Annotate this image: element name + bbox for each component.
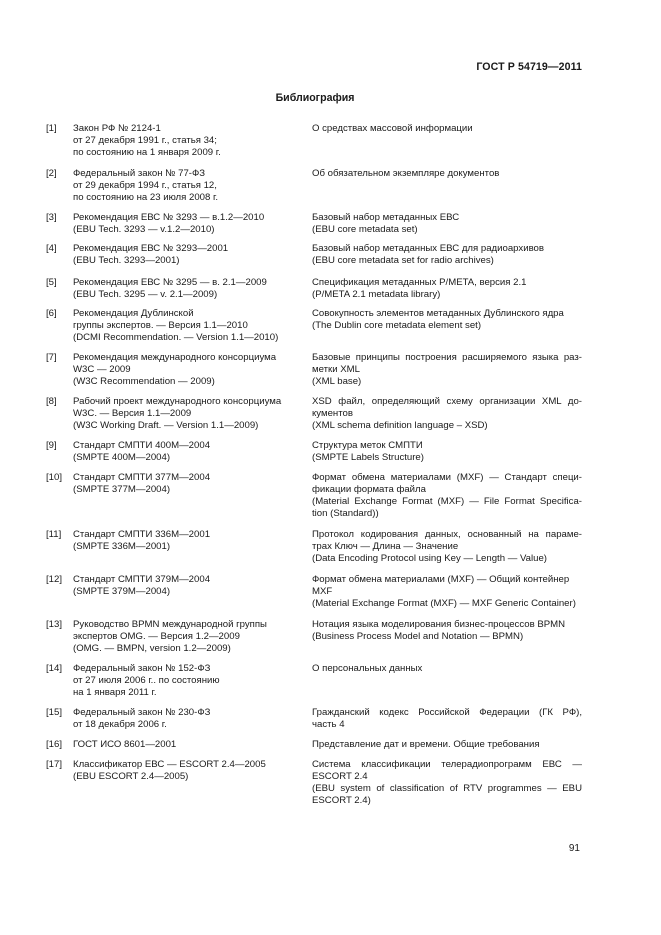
reference-source (73, 472, 303, 496)
reference-title-line: Формат обмена материалами (MXF) — Общий контейнер (312, 574, 570, 585)
reference-source-line: по состоянию на 1 января 2009 г. (73, 147, 221, 158)
reference-title (312, 739, 582, 751)
reference-title-line: часть 4 (312, 719, 345, 730)
reference-source (73, 168, 303, 204)
reference-title-line: tion (Standard)) (312, 508, 379, 519)
reference-title-line: XSD файл, определяющий схему организации XML до- (312, 396, 582, 407)
reference-title-line: (Data Encoding Protocol using Key — Length — Value) (312, 553, 547, 564)
reference-source (73, 529, 303, 553)
reference-source-line: (W3C Working Draft. — Version 1.1—2009) (73, 420, 259, 431)
reference-source-line: от 27 июля 2006 г.. по состоянию (73, 675, 220, 686)
reference-title (312, 707, 582, 731)
page-number: 91 (568, 843, 580, 854)
reference-title (312, 277, 582, 301)
reference-source (73, 396, 303, 432)
reference-source-line: Руководство BPMN международной группы (73, 619, 267, 630)
reference-source (73, 663, 303, 699)
reference-source (73, 739, 303, 751)
reference-title (312, 529, 582, 565)
reference-title-line: Совокупность элементов метаданных Дублинского ядра (312, 308, 564, 319)
reference-source-line: Федеральный закон № 152-ФЗ (73, 663, 211, 674)
reference-source-line: (EBU Tech. 3293 — v.1.2—2010) (73, 224, 215, 235)
reference-source-line: Закон РФ № 2124-1 (73, 123, 161, 134)
reference-source (73, 352, 303, 388)
reference-title (312, 759, 582, 807)
reference-source-line: от 29 декабря 1994 г., статья 12, (73, 180, 217, 191)
reference-title-line: (Material Exchange Format (MXF) — MXF Generic Container) (312, 598, 576, 609)
reference-source-line: Рекомендация Дублинской (73, 308, 194, 319)
reference-number: [13] (46, 619, 63, 630)
reference-title-line: (XML base) (312, 376, 362, 387)
reference-title-line: Система классификации телерадиопрограмм ЕВС — (312, 759, 582, 770)
reference-title-line: (Business Process Model and Notation — BPMN) (312, 631, 524, 642)
reference-title-line: Представление дат и времени. Общие требования (312, 739, 540, 750)
reference-title-line: (EBU core metadata set for radio archives) (312, 255, 494, 266)
reference-source-line: (W3C Recommendation — 2009) (73, 376, 215, 387)
reference-number: [6] (46, 308, 57, 319)
reference-title (312, 396, 582, 432)
reference-source-line: от 27 декабря 1991 г., статья 34; (73, 135, 217, 146)
reference-number: [2] (46, 168, 57, 179)
reference-source-line: Стандарт СМПТИ 379М—2004 (73, 574, 211, 585)
reference-source-line: Федеральный закон № 77-ФЗ (73, 168, 206, 179)
reference-source-line: (OMG. — BMPN, version 1.2—2009) (73, 643, 231, 654)
reference-title-line: метки XML (312, 364, 360, 375)
reference-source-line: (SMPTE 336M—2001) (73, 541, 171, 552)
reference-number: [5] (46, 277, 57, 288)
reference-title (312, 212, 582, 236)
reference-source-line: Стандарт СМПТИ 400М—2004 (73, 440, 211, 451)
reference-source-line: Стандарт СМПТИ 377М—2004 (73, 472, 211, 483)
reference-number: [8] (46, 396, 57, 407)
reference-title (312, 574, 582, 610)
reference-title-line: (XML schema definition language – XSD) (312, 420, 488, 431)
reference-source-line: группы экспертов. — Версия 1.1—2010 (73, 320, 248, 331)
reference-title (312, 472, 582, 520)
reference-source-line: Федеральный закон № 230-ФЗ (73, 707, 211, 718)
reference-title-line: Об обязательном экземпляре документов (312, 168, 500, 179)
reference-source-line: (SMPTE 400M—2004) (73, 452, 171, 463)
reference-title-line: О персональных данных (312, 663, 423, 674)
reference-source-line: Рабочий проект международного консорциума (73, 396, 282, 407)
reference-title-line: Базовый набор метаданных ЕВС для радиоархивов (312, 243, 544, 254)
reference-source (73, 277, 303, 301)
reference-source-line: Рекомендация ЕВС № 3293—2001 (73, 243, 229, 254)
reference-source (73, 308, 303, 344)
reference-source-line: Рекомендация ЕВС № 3295 — в. 2.1—2009 (73, 277, 267, 288)
reference-source (73, 574, 303, 598)
reference-source-line: экспертов OMG. — Версия 1.2—2009 (73, 631, 240, 642)
reference-title-line: (EBU core metadata set) (312, 224, 418, 235)
reference-source (73, 243, 303, 267)
reference-title-line: Гражданский кодекс Российской Федерации (ГК РФ), (312, 707, 582, 718)
reference-title-line: Нотация языка моделирования бизнес-процессов BPMN (312, 619, 566, 630)
reference-source-line: Классификатор ЕВС — ESCORT 2.4—2005 (73, 759, 266, 770)
reference-source-line: (SMPTE 377M—2004) (73, 484, 171, 495)
reference-number: [1] (46, 123, 57, 134)
reference-title (312, 168, 582, 180)
reference-title (312, 619, 582, 643)
reference-title-line: Базовый набор метаданных ЕВС (312, 212, 460, 223)
reference-title-line: фикации формата файла (312, 484, 426, 495)
reference-title (312, 440, 582, 464)
reference-source-line: Рекомендация международного консорциума (73, 352, 277, 363)
reference-title (312, 308, 582, 332)
reference-source (73, 619, 303, 655)
reference-source (73, 440, 303, 464)
reference-source-line: W3C. — Версия 1.1—2009 (73, 408, 192, 419)
reference-number: [11] (46, 529, 62, 540)
reference-title-line: кументов (312, 408, 353, 419)
reference-source-line: на 1 января 2011 г. (73, 687, 157, 698)
reference-title-line: ESCORT 2.4 (312, 771, 368, 782)
reference-number: [16] (46, 739, 63, 750)
reference-title-line: (SMPTE Labels Structure) (312, 452, 424, 463)
reference-source-line: (EBU ESCORT 2.4—2005) (73, 771, 189, 782)
reference-number: [7] (46, 352, 57, 363)
reference-title-line: О средствах массовой информации (312, 123, 473, 134)
reference-title-line: Протокол кодирования данных, основанный на параме- (312, 529, 582, 540)
reference-number: [17] (46, 759, 63, 770)
reference-source-line: Стандарт СМПТИ 336М—2001 (73, 529, 211, 540)
reference-title (312, 352, 582, 388)
reference-number: [3] (46, 212, 57, 223)
reference-source (73, 707, 303, 731)
reference-number: [4] (46, 243, 57, 254)
section-title: Библиография (275, 92, 355, 104)
reference-title (312, 123, 582, 135)
reference-source-line: (SMPTE 379M—2004) (73, 586, 171, 597)
reference-title-line: ESCORT 2.4) (312, 795, 371, 806)
reference-source-line: (EBU Tech. 3293—2001) (73, 255, 180, 266)
reference-source-line: ГОСТ ИСО 8601—2001 (73, 739, 177, 750)
reference-title (312, 243, 582, 267)
reference-title-line: Формат обмена материалами (MXF) — Стандарт специ- (312, 472, 582, 483)
reference-source-line: по состоянию на 23 июля 2008 г. (73, 192, 219, 203)
reference-number: [9] (46, 440, 57, 451)
reference-title-line: (The Dublin core metadata element set) (312, 320, 482, 331)
reference-number: [10] (46, 472, 63, 483)
reference-title-line: Структура меток СМПТИ (312, 440, 423, 451)
reference-source-line: (EBU Tech. 3295 — v. 2.1—2009) (73, 289, 218, 300)
reference-title-line: (Material Exchange Format (MXF) — File Format Specifica- (312, 496, 582, 507)
reference-title-line: Спецификация метаданных P/META, версия 2.1 (312, 277, 527, 288)
reference-title (312, 663, 582, 675)
reference-source (73, 759, 303, 783)
reference-title-line: Базовые принципы построения расширяемого языка раз- (312, 352, 582, 363)
reference-source (73, 123, 303, 159)
reference-title-line: (EBU system of classification of RTV programmes — EBU (312, 783, 582, 794)
reference-source-line: W3C — 2009 (73, 364, 131, 375)
reference-title-line: MXF (312, 586, 333, 597)
reference-number: [15] (46, 707, 63, 718)
document-standard-header: ГОСТ Р 54719—2011 (476, 61, 582, 73)
reference-title-line: трах Ключ — Длина — Значение (312, 541, 459, 552)
reference-source-line: Рекомендация ЕВС № 3293 — в.1.2—2010 (73, 212, 265, 223)
reference-source-line: от 18 декабря 2006 г. (73, 719, 167, 730)
reference-number: [14] (46, 663, 63, 674)
reference-source-line: (DCMI Recommendation. — Version 1.1—2010) (73, 332, 279, 343)
reference-title-line: (P/META 2.1 metadata library) (312, 289, 441, 300)
reference-number: [12] (46, 574, 63, 585)
reference-source (73, 212, 303, 236)
